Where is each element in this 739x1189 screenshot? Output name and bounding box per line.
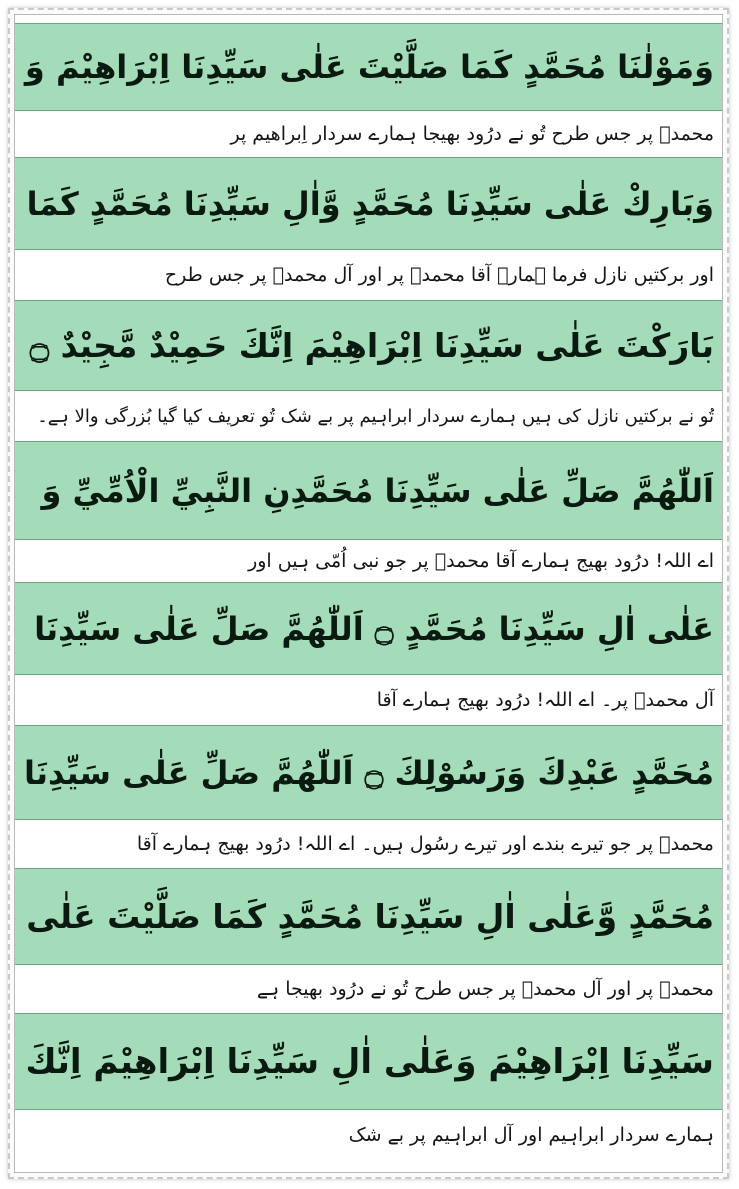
urdu-text: محمدؐ پر جس طرح تُو نے درُود بھیجا ہمارے سردار اِبراھیم پر [230, 123, 714, 145]
urdu-text: محمدؐ پر جو تیرے بندے اور تیرے رسُول ہیں۔ اے اللہ! درُود بھیج ہمارے آقا [136, 833, 714, 855]
arabic-verse-line [15, 582, 722, 675]
arabic-verse-line [15, 157, 722, 250]
urdu-text: تُو نے برکتیں نازل کی ہیں ہمارے سردار ابراہیم پر بے شک تُو تعریف کیا گیا بُزرگی والا ہے۔ [37, 405, 714, 427]
urdu-translation-line [15, 113, 722, 155]
urdu-text: ہمارے سردار ابراہیم اور آل ابراہیم پر بے شک [348, 1124, 714, 1146]
arabic-verse-line [15, 1013, 722, 1110]
arabic-verse-line [15, 725, 722, 820]
urdu-text: محمدؐ پر اور آل محمدؐ پر جس طرح تُو نے درُود بھیجا ہے [256, 978, 714, 1000]
arabic-verse-line [15, 868, 722, 965]
arabic-text: عَلٰى اٰلِ سَيِّدِنَا مُحَمَّدٍ ۝ اَللّٰهُمَّ صَلِّ عَلٰى سَيِّدِنَا [34, 609, 714, 648]
arabic-text: وَبَارِكْ عَلٰى سَيِّدِنَا مُحَمَّدٍ وَّاٰلِ سَيِّدِنَا مُحَمَّدٍ كَمَا [26, 184, 714, 223]
arabic-text: اَللّٰهُمَّ صَلِّ عَلٰى سَيِّدِنَا مُحَمَّدِنِ النَّبِيِّ الْاُمِّيِّ وَ [41, 471, 714, 510]
urdu-translation-line [15, 252, 722, 298]
arabic-text: بَارَكْتَ عَلٰى سَيِّدِنَا اِبْرَاهِيْمَ اِنَّكَ حَمِيْدٌ مَّجِيْدٌ ۝ [29, 326, 714, 365]
arabic-verse-line [15, 441, 722, 540]
arabic-text: وَمَوْلٰنَا مُحَمَّدٍ كَمَا صَلَّيْتَ عَلٰى سَيِّدِنَا اِبْرَاهِيْمَ وَ [24, 48, 714, 86]
urdu-text: اے اللہ! درُود بھیج ہمارے آقا محمدؐ پر جو نبی اُمّی ہیں اور [248, 550, 714, 572]
arabic-text: مُحَمَّدٍ عَبْدِكَ وَرَسُوْلِكَ ۝ اَللّٰهُمَّ صَلِّ عَلٰى سَيِّدِنَا [23, 753, 714, 792]
urdu-translation-line [15, 393, 722, 439]
urdu-translation-line [15, 1112, 722, 1158]
urdu-text: آل محمدؐ پر۔ اے اللہ! درُود بھیج ہمارے آقا [376, 689, 714, 711]
urdu-translation-line [15, 542, 722, 580]
arabic-verse-line [15, 23, 722, 111]
urdu-translation-line [15, 677, 722, 723]
arabic-verse-line [15, 300, 722, 391]
urdu-translation-line [15, 967, 722, 1011]
prayer-page [14, 14, 723, 1173]
urdu-text: اور برکتیں نازل فرما ہمارے آقا محمدؐ پر اور آل محمدؐ پر جس طرح [164, 264, 714, 286]
urdu-translation-line [15, 822, 722, 866]
arabic-text: مُحَمَّدٍ وَّعَلٰى اٰلِ سَيِّدِنَا مُحَمَّدٍ كَمَا صَلَّيْتَ عَلٰى [26, 897, 714, 936]
arabic-text: سَيِّدِنَا اِبْرَاهِيْمَ وَعَلٰى اٰلِ سَيِّدِنَا اِبْرَاهِيْمَ اِنَّكَ [25, 1041, 714, 1082]
